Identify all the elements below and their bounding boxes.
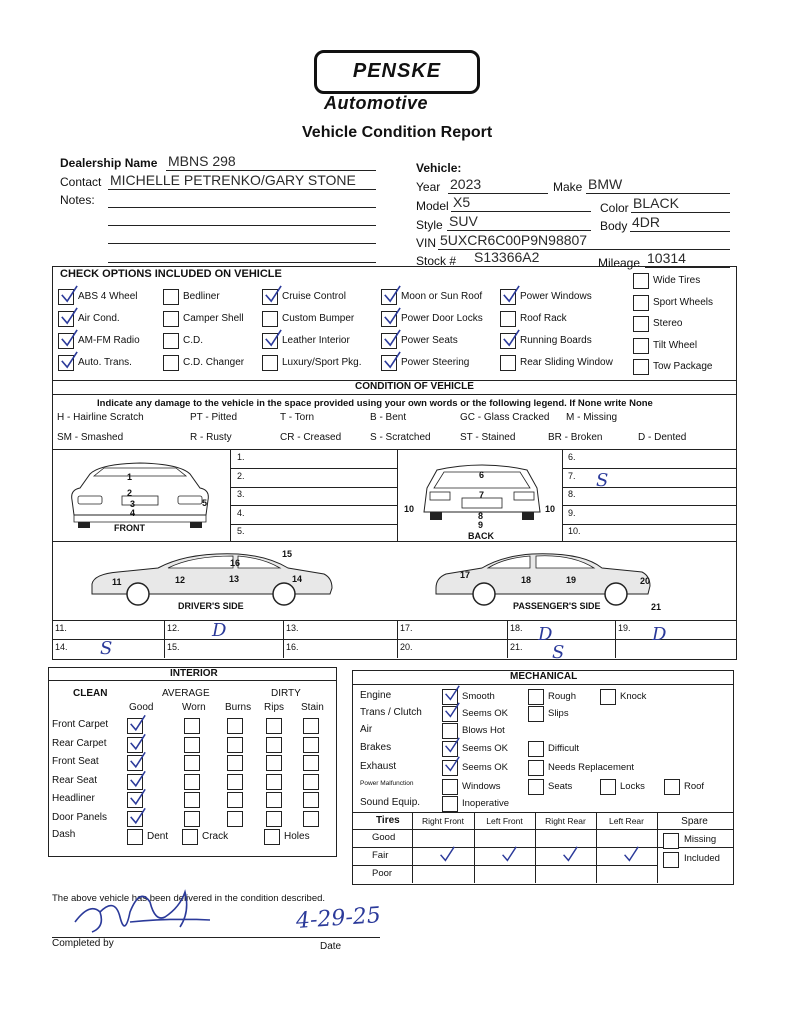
- option-checkbox[interactable]: [163, 289, 179, 305]
- damage-mark: S: [596, 470, 609, 491]
- diagram-num-17: 17: [460, 570, 471, 580]
- option-check-mark: [383, 285, 401, 303]
- interior-checkbox[interactable]: [303, 737, 319, 753]
- mechanical-option-label: Windows: [462, 781, 501, 792]
- interior-checkbox[interactable]: [227, 774, 243, 790]
- option-checkbox[interactable]: [633, 338, 649, 354]
- mechanical-check-mark: [444, 736, 460, 754]
- diagram-num-21: 21: [651, 602, 662, 612]
- mechanical-checkbox[interactable]: [442, 779, 458, 795]
- option-label: Rear Sliding Window: [520, 357, 613, 368]
- interior-checkbox[interactable]: [303, 774, 319, 790]
- damage-slot-label: 15.: [167, 642, 180, 652]
- interior-col-header: Good: [129, 702, 154, 713]
- option-label: ABS 4 Wheel: [78, 291, 138, 302]
- option-label: Power Windows: [520, 291, 592, 302]
- diagram-num-6: 6: [479, 470, 485, 480]
- condition-instruction: Indicate any damage to the vehicle in the space provided using your own words or the following legend. If None write None: [97, 398, 653, 409]
- interior-header: INTERIOR: [170, 668, 218, 679]
- option-checkbox[interactable]: [163, 311, 179, 327]
- interior-checkbox[interactable]: [303, 718, 319, 734]
- interior-checkbox[interactable]: [184, 755, 200, 771]
- legend-item: SM - Smashed: [57, 432, 124, 443]
- diagram-num-16: 16: [230, 558, 241, 568]
- mechanical-row-label: Exhaust: [360, 761, 397, 772]
- damage-slot-label: 10.: [568, 526, 581, 536]
- option-check-mark: [60, 329, 78, 347]
- damage-slot-label: 5.: [237, 526, 245, 536]
- interior-average: AVERAGE: [162, 688, 210, 699]
- option-label: Power Steering: [401, 357, 470, 368]
- tires-header: Tires: [376, 815, 400, 826]
- option-checkbox[interactable]: [633, 316, 649, 332]
- interior-checkbox[interactable]: [184, 737, 200, 753]
- date-value: 4-29-25: [295, 903, 382, 934]
- diagram-num-12: 12: [175, 575, 186, 585]
- option-label: Sport Wheels: [653, 296, 714, 308]
- interior-col-header: Rips: [264, 702, 285, 713]
- tire-col-header: Right Front: [421, 816, 465, 826]
- damage-mark: D: [652, 624, 667, 645]
- diagram-num-5: 5: [202, 498, 208, 508]
- date-label: Date: [320, 941, 342, 952]
- damage-slot-label: 8.: [568, 489, 576, 499]
- interior-dirty: DIRTY: [271, 688, 301, 699]
- interior-check-mark: [129, 788, 146, 806]
- option-label: Camper Shell: [183, 313, 244, 324]
- penske-logo: [314, 50, 480, 94]
- mechanical-checkbox[interactable]: [528, 706, 544, 722]
- mechanical-checkbox[interactable]: [600, 689, 616, 705]
- page-title: Vehicle Condition Report: [302, 124, 493, 141]
- legend-item: T - Torn: [280, 412, 315, 423]
- option-label: Wide Tires: [653, 275, 701, 286]
- interior-row-label: Door Panels: [52, 811, 108, 823]
- option-label: Power Seats: [401, 335, 458, 346]
- interior-checkbox[interactable]: [266, 774, 282, 790]
- mechanical-checkbox[interactable]: [600, 779, 616, 795]
- diagram-num-14: 14: [292, 574, 303, 584]
- driver-label: DRIVER'S SIDE: [178, 601, 244, 611]
- year-value: 2023: [450, 176, 482, 192]
- option-label: Stereo: [653, 318, 683, 329]
- interior-checkbox[interactable]: [227, 718, 243, 734]
- interior-checkbox[interactable]: [303, 811, 319, 827]
- tire-col-header: Right Rear: [545, 816, 586, 826]
- mechanical-checkbox[interactable]: [528, 760, 544, 776]
- option-check-mark: [383, 307, 401, 325]
- option-check-mark: [383, 351, 401, 369]
- interior-check-mark: [129, 733, 146, 751]
- option-label: Moon or Sun Roof: [401, 291, 483, 302]
- interior-checkbox[interactable]: [227, 811, 243, 827]
- option-check-mark: [502, 329, 520, 347]
- damage-slot-label: 7.: [568, 470, 576, 481]
- vehicle-header: Vehicle:: [416, 161, 462, 175]
- mechanical-option-label: Smooth: [462, 691, 495, 702]
- dash-option-label: Crack: [202, 831, 229, 842]
- legend-item: CR - Creased: [280, 432, 342, 443]
- mechanical-option-label: Needs Replacement: [548, 762, 635, 773]
- option-check-mark: [60, 285, 78, 303]
- diagram-num-4: 4: [130, 508, 136, 518]
- interior-row-label: Rear Seat: [52, 774, 98, 786]
- diagram-num-10b: 10: [545, 504, 556, 514]
- diagram-num-20: 20: [640, 576, 651, 586]
- option-label: C.D. Changer: [183, 357, 245, 368]
- body-value: 4DR: [632, 214, 661, 230]
- legend-item: PT - Pitted: [190, 412, 238, 423]
- tire-check-mark: [561, 846, 579, 862]
- option-check-mark: [264, 329, 282, 347]
- interior-row-label: Front Carpet: [52, 719, 109, 730]
- interior-check-mark: [129, 770, 146, 788]
- diagram-num-10a: 10: [404, 504, 415, 514]
- option-label: Tilt Wheel: [653, 339, 698, 351]
- spare-option-label: Included: [684, 853, 720, 864]
- contact-value: MICHELLE PETRENKO/GARY STONE: [110, 172, 356, 188]
- interior-check-mark: [129, 751, 146, 769]
- option-checkbox[interactable]: [262, 355, 278, 371]
- option-label: C.D.: [183, 335, 203, 346]
- option-checkbox[interactable]: [500, 311, 516, 327]
- dealership-name-label: Dealership Name: [60, 156, 158, 170]
- mechanical-option-label: Blows Hot: [462, 725, 505, 736]
- mechanical-checkbox[interactable]: [664, 779, 680, 795]
- vin-value: 5UXCR6C00P9N98807: [440, 232, 588, 248]
- mechanical-checkbox[interactable]: [528, 779, 544, 795]
- mechanical-option-label: Seems OK: [462, 743, 508, 754]
- mechanical-checkbox[interactable]: [442, 796, 458, 812]
- mechanical-row-label: Trans / Clutch: [360, 707, 422, 718]
- legend-item: ST - Stained: [460, 432, 516, 443]
- damage-slot-label: 20.: [400, 642, 413, 652]
- damage-slot-label: 2.: [237, 470, 245, 481]
- option-label: Bedliner: [183, 291, 220, 302]
- option-label: Custom Bumper: [282, 313, 355, 324]
- legend-item: R - Rusty: [190, 432, 232, 443]
- tire-row-label: Good: [372, 832, 396, 843]
- damage-slot-label: 21.: [510, 642, 523, 652]
- interior-checkbox[interactable]: [266, 718, 282, 734]
- damage-mark: S: [100, 638, 113, 659]
- interior-checkbox[interactable]: [184, 718, 200, 734]
- spare-checkbox[interactable]: [663, 833, 679, 849]
- interior-checkbox[interactable]: [266, 792, 282, 808]
- legend-item: H - Hairline Scratch: [57, 412, 144, 423]
- interior-clean: CLEAN: [73, 688, 108, 699]
- interior-col-header: Worn: [182, 702, 206, 713]
- interior-check-mark: [129, 807, 146, 825]
- damage-mark: D: [212, 620, 227, 641]
- style-label: Style: [416, 218, 443, 232]
- signature-mark: [70, 882, 220, 942]
- option-checkbox[interactable]: [500, 355, 516, 371]
- diagram-num-15: 15: [282, 549, 293, 559]
- interior-checkbox[interactable]: [266, 737, 282, 753]
- damage-slot-label: 16.: [286, 642, 299, 652]
- tire-col-header: Spare: [681, 816, 708, 827]
- tire-col-header: Left Front: [486, 816, 523, 826]
- dash-option-label: Holes: [284, 831, 310, 842]
- damage-mark: D: [538, 624, 553, 645]
- dash-checkbox[interactable]: [127, 829, 143, 845]
- mechanical-check-mark: [444, 701, 460, 719]
- mechanical-row-label: Engine: [360, 690, 392, 701]
- option-checkbox[interactable]: [633, 295, 649, 311]
- vin-label: VIN: [416, 236, 437, 250]
- diagram-num-8: 8: [478, 511, 484, 521]
- mileage-value: 10314: [647, 250, 686, 266]
- option-label: Auto. Trans.: [78, 357, 132, 368]
- damage-slot-label: 1.: [237, 452, 245, 462]
- signoff-statement: The above vehicle has been delivered in the condition described.: [52, 893, 326, 904]
- body-label: Body: [600, 219, 628, 233]
- legend-item: S - Scratched: [370, 432, 431, 443]
- diagram-num-9: 9: [478, 520, 484, 530]
- contact-label: Contact: [60, 175, 102, 189]
- dealership-name-value: MBNS 298: [168, 153, 236, 169]
- option-label: Tow Package: [653, 361, 713, 372]
- legend-item: D - Dented: [638, 432, 687, 443]
- option-checkbox[interactable]: [163, 355, 179, 371]
- back-label: BACK: [468, 531, 494, 541]
- mechanical-option-label: Roof: [684, 781, 705, 792]
- damage-slot-label: 9.: [568, 507, 576, 518]
- diagram-num-1: 1: [127, 472, 133, 482]
- mechanical-row-label: Brakes: [360, 742, 392, 753]
- option-label: Roof Rack: [520, 313, 567, 324]
- mechanical-row-label: Power Malfunction: [360, 780, 414, 787]
- interior-checkbox[interactable]: [266, 755, 282, 771]
- damage-slot-label: 4.: [237, 507, 245, 518]
- option-label: Power Door Locks: [401, 313, 483, 324]
- dash-option-label: Dent: [147, 831, 169, 842]
- diagram-num-13: 13: [229, 574, 240, 584]
- passenger-label: PASSENGER'S SIDE: [513, 601, 601, 611]
- model-value: X5: [453, 194, 471, 210]
- option-label: Luxury/Sport Pkg.: [282, 357, 362, 368]
- option-check-mark: [502, 285, 520, 303]
- mechanical-row-label: Sound Equip.: [360, 797, 421, 808]
- option-check-mark: [60, 351, 78, 369]
- damage-mark: S: [552, 642, 565, 663]
- mechanical-checkbox[interactable]: [528, 741, 544, 757]
- tire-check-mark: [438, 846, 456, 862]
- dash-checkbox[interactable]: [182, 829, 198, 845]
- diagram-num-18: 18: [521, 575, 532, 585]
- interior-checkbox[interactable]: [184, 811, 200, 827]
- diagram-num-19: 19: [566, 575, 577, 585]
- tire-check-mark: [500, 846, 518, 862]
- interior-row-label: Headliner: [52, 793, 95, 804]
- damage-slot-label: 19.: [618, 623, 631, 633]
- interior-checkbox[interactable]: [184, 792, 200, 808]
- logo-sub: Automotive: [324, 93, 428, 113]
- damage-slot-label: 3.: [237, 489, 245, 499]
- mechanical-option-label: Inoperative: [462, 798, 510, 809]
- legend-item: B - Bent: [370, 412, 407, 423]
- option-label: Leather Interior: [282, 335, 350, 346]
- interior-checkbox[interactable]: [266, 811, 282, 827]
- legend-item: M - Missing: [566, 412, 618, 423]
- completed-by-label: Completed by: [52, 938, 114, 949]
- interior-checkbox[interactable]: [303, 792, 319, 808]
- logo-brand: PENSKE: [352, 60, 442, 82]
- tire-row-label: Poor: [372, 868, 393, 879]
- mechanical-header: MECHANICAL: [510, 671, 578, 682]
- damage-slot-label: 14.: [55, 642, 68, 652]
- damage-slot-label: 17.: [400, 623, 413, 633]
- option-label: Running Boards: [520, 335, 592, 346]
- tire-check-mark: [622, 846, 640, 862]
- legend-item: BR - Broken: [548, 432, 603, 443]
- stock-value: S13366A2: [474, 249, 540, 265]
- option-check-mark: [264, 285, 282, 303]
- option-checkbox[interactable]: [633, 359, 649, 375]
- mechanical-option-label: Rough: [548, 691, 576, 702]
- color-value: BLACK: [633, 195, 679, 211]
- mechanical-check-mark: [444, 755, 460, 773]
- mechanical-option-label: Seems OK: [462, 762, 508, 773]
- style-value: SUV: [449, 213, 478, 229]
- option-checkbox[interactable]: [633, 273, 649, 289]
- diagram-num-2: 2: [127, 488, 133, 498]
- mechanical-check-mark: [444, 684, 460, 702]
- condition-header: CONDITION OF VEHICLE: [355, 381, 474, 392]
- option-check-mark: [383, 329, 401, 347]
- mechanical-option-label: Seems OK: [462, 708, 508, 719]
- spare-option-label: Missing: [684, 834, 717, 845]
- mechanical-option-label: Knock: [620, 691, 647, 702]
- option-label: Air Cond.: [78, 313, 120, 324]
- interior-checkbox[interactable]: [184, 774, 200, 790]
- dash-checkbox[interactable]: [264, 829, 280, 845]
- damage-slot-label: 18.: [510, 623, 523, 633]
- year-label: Year: [416, 180, 441, 194]
- options-header: CHECK OPTIONS INCLUDED ON VEHICLE: [60, 268, 282, 280]
- interior-checkbox[interactable]: [227, 792, 243, 808]
- legend-item: GC - Glass Cracked: [460, 412, 550, 423]
- tire-row-label: Fair: [372, 850, 389, 861]
- color-label: Color: [600, 201, 629, 215]
- option-label: AM-FM Radio: [78, 335, 140, 346]
- mechanical-option-label: Seats: [548, 781, 573, 792]
- model-label: Model: [416, 199, 449, 213]
- interior-col-header: Stain: [301, 702, 324, 713]
- interior-checkbox[interactable]: [303, 755, 319, 771]
- option-checkbox[interactable]: [163, 333, 179, 349]
- mechanical-option-label: Difficult: [548, 743, 579, 754]
- damage-slot-label: 11.: [55, 623, 67, 633]
- notes-label: Notes:: [60, 193, 95, 207]
- interior-col-header: Burns: [225, 702, 252, 713]
- front-label: FRONT: [114, 523, 145, 533]
- damage-slot-label: 12.: [167, 623, 180, 633]
- tire-col-header: Left Rear: [609, 816, 644, 826]
- mechanical-checkbox[interactable]: [528, 689, 544, 705]
- mechanical-option-label: Locks: [620, 781, 645, 792]
- stock-label: Stock #: [416, 254, 457, 268]
- interior-checkbox[interactable]: [227, 737, 243, 753]
- option-label: Cruise Control: [282, 291, 346, 302]
- interior-check-mark: [129, 714, 146, 732]
- diagram-num-7: 7: [479, 490, 485, 500]
- diagram-num-11: 11: [112, 577, 122, 587]
- make-value: BMW: [588, 176, 623, 192]
- diagram-num-3: 3: [130, 499, 136, 509]
- mileage-label: Mileage: [598, 256, 641, 270]
- interior-row-label: Front Seat: [52, 756, 99, 767]
- option-checkbox[interactable]: [262, 311, 278, 327]
- interior-row-label: Rear Carpet: [52, 737, 107, 749]
- damage-slot-label: 13.: [286, 623, 299, 633]
- mechanical-option-label: Slips: [548, 708, 569, 719]
- option-check-mark: [60, 307, 78, 325]
- mechanical-row-label: Air: [360, 724, 373, 735]
- interior-checkbox[interactable]: [227, 755, 243, 771]
- damage-slot-label: 6.: [568, 452, 576, 462]
- spare-checkbox[interactable]: [663, 852, 679, 868]
- dash-label: Dash: [52, 829, 76, 840]
- make-label: Make: [553, 180, 583, 194]
